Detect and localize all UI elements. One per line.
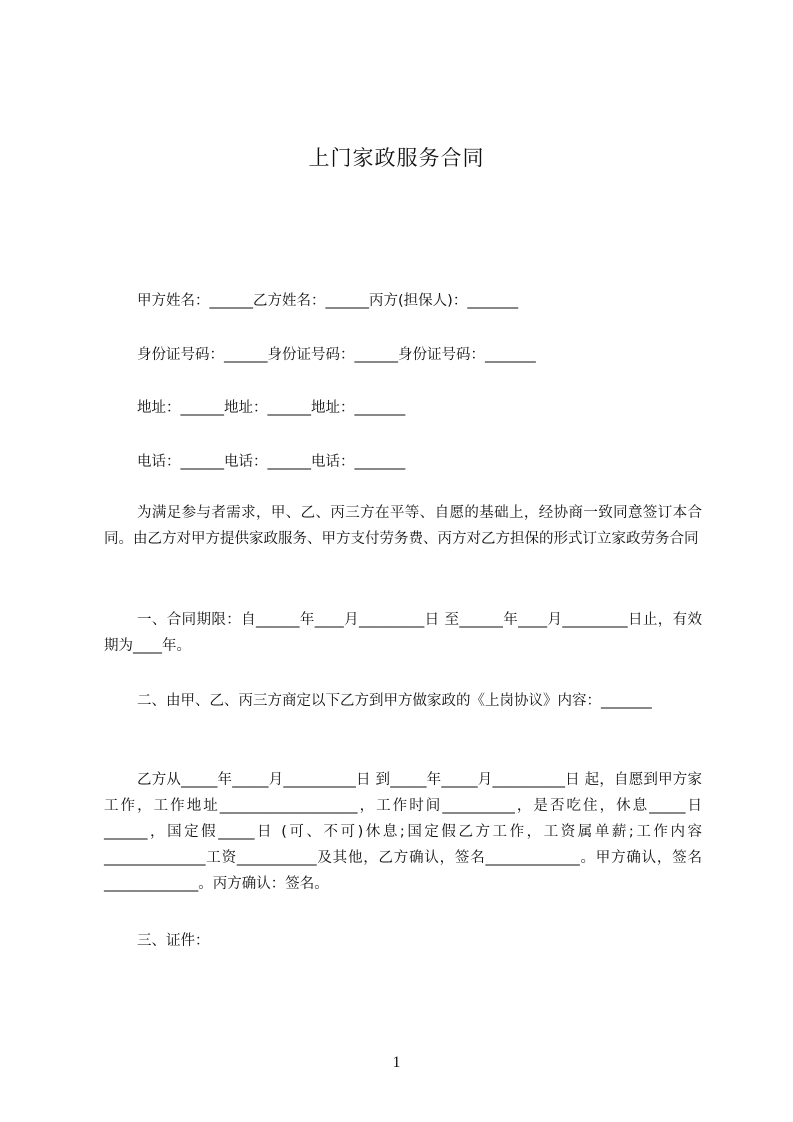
party-addresses-line: 地址：______地址：______地址：_______ — [137, 400, 406, 416]
page-number: 1 — [392, 1054, 401, 1071]
party-names-line: 甲方姓名：______乙方姓名：______丙方(担保人)：_______ — [137, 293, 519, 309]
preamble-paragraph: 为满足参与者需求，甲、乙、丙三方在平等、自愿的基础上，经协商一致同意签订本合同。由乙方对甲方提供家政服务、甲方支付劳务费、丙方对乙方担保的形式订立家政劳务合同 — [104, 505, 702, 547]
party-phones-line: 电话：______电话：______电话：_______ — [137, 454, 406, 470]
document-title: 上门家政服务合同 — [308, 146, 485, 170]
clause-2-details-paragraph: 乙方从_____年_____月__________日 到_____年_____月__________日 起，自愿到甲方家工作，工作地址___________________，工作时间__________，是否吃住，休息_____日 ______，国定假_____日 (可、不可)休息;国定假乙方工作，工资属单薪;工作内容______________工资___________及其他，乙方确认，签名_____________。甲方确认，签名_____________。丙方确认：签名。 — [104, 772, 702, 892]
clause-2-agreement: 二、由甲、乙、丙三方商定以下乙方到甲方做家政的《上岗协议》内容：_______ — [137, 693, 652, 709]
clause-3-documents-heading: 三、证件： — [137, 933, 210, 949]
clause-1-contract-term: 一、合同期限：自______年____月_________日 至______年____月_________日止，有效期为____年。 — [104, 612, 702, 654]
party-id-numbers-line: 身份证号码：______身份证号码：______身份证号码：_______ — [137, 347, 536, 363]
